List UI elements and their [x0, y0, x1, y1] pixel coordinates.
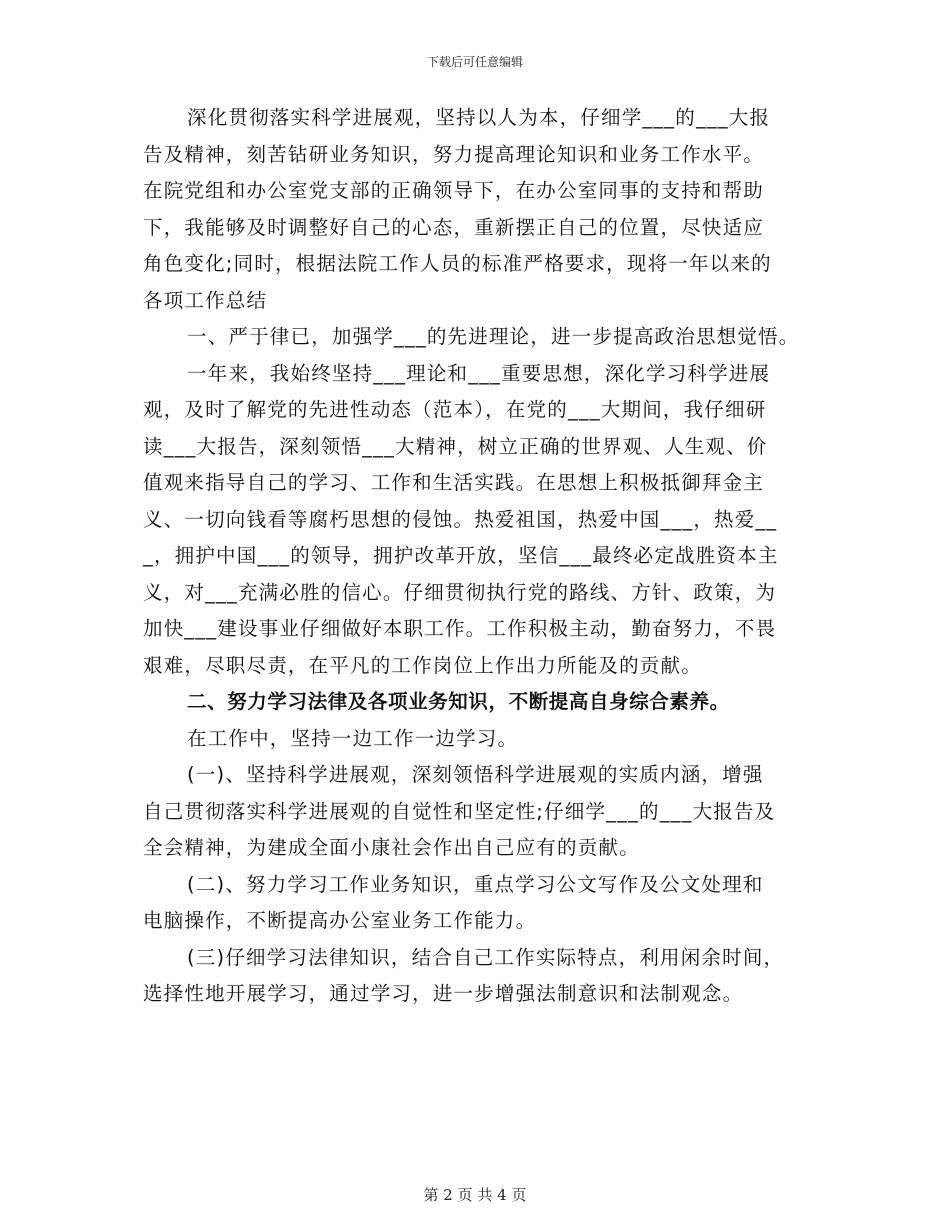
- page-header: 下载后可任意编辑: [426, 55, 523, 69]
- document-body: [143, 100, 823, 1013]
- paragraph-line: 加快___建设事业仔细做好本职工作。工作积极主动，勤奋努力，不畏: [143, 617, 777, 640]
- paragraph-line: 艰难，尽职尽责，在平凡的工作岗位上作出力所能及的贡献。: [143, 653, 702, 677]
- paragraph-line: (二)、努力学习工作业务知识，重点学习公文写作及公文处理和: [187, 872, 764, 896]
- paragraph-line: 观，及时了解党的先进性动态（范本），在党的___大期间，我仔细研: [143, 398, 767, 421]
- paragraph-line: 全会精神，为建成全面小康社会作出自己应有的贡献。: [143, 836, 640, 859]
- paragraph-line: 选择性地开展学习，通过学习，进一步增强法制意识和法制观念。: [143, 982, 744, 1005]
- paragraph-line: 读___大报告，深刻领悟___大精神，树立正确的世界观、人生观、价: [143, 434, 768, 458]
- paragraph-line: 角色变化;同时，根据法院工作人员的标准严格要求，现将一年以来的: [143, 252, 772, 275]
- paragraph-line: 一年来，我始终坚持___理论和___重要思想，深化学习科学进展: [187, 361, 771, 385]
- paragraph-line: 各项工作总结: [143, 288, 268, 312]
- section-heading-1: 一、严于律已，加强学___的先进理论，进一步提高政治思想觉悟。: [187, 325, 800, 348]
- paragraph-line: _，拥护中国___的领导，拥护改革开放，坚信___最终必定战胜资本主: [143, 544, 779, 567]
- section-heading-2: 二、努力学习法律及各项业务知识，不断提高自身综合素养。: [187, 690, 730, 713]
- paragraph-line: 电脑操作，不断提高办公室业务工作能力。: [143, 909, 537, 932]
- paragraph-line: 在院党组和办公室党支部的正确领导下，在办公室同事的支持和帮助: [143, 179, 765, 202]
- paragraph-line: 下，我能够及时调整好自己的心态，重新摆正自己的位置，尽快适应: [143, 215, 765, 239]
- paragraph-line: 自己贯彻落实科学进展观的自觉性和坚定性;仔细学___的___大报告及: [143, 799, 776, 823]
- paragraph-line: 义、一切向钱看等腐朽思想的侵蚀。热爱祖国，热爱中国___，热爱__: [143, 507, 778, 531]
- paragraph-line: 在工作中，坚持一边工作一边学习。: [187, 726, 519, 750]
- page-number-footer: 第 2 页 共 4 页: [423, 1186, 527, 1204]
- paragraph-line: (三)仔细学习法律知识，结合自己工作实际特点，利用闲余时间，: [187, 945, 785, 969]
- paragraph-line: 深化贯彻落实科学进展观，坚持以人为本，仔细学___的___大报: [187, 106, 771, 129]
- paragraph-line: 告及精神，刻苦钻研业务知识，努力提高理论知识和业务工作水平。: [143, 142, 765, 166]
- paragraph-line: 值观来指导自己的学习、工作和生活实践。在思想上积极抵御拜金主: [143, 471, 765, 494]
- paragraph-line: 义，对___充满必胜的信心。仔细贯彻执行党的路线、方针、政策，为: [143, 580, 777, 604]
- paragraph-line: (一)、坚持科学进展观，深刻领悟科学进展观的实质内涵，增强: [187, 763, 764, 786]
